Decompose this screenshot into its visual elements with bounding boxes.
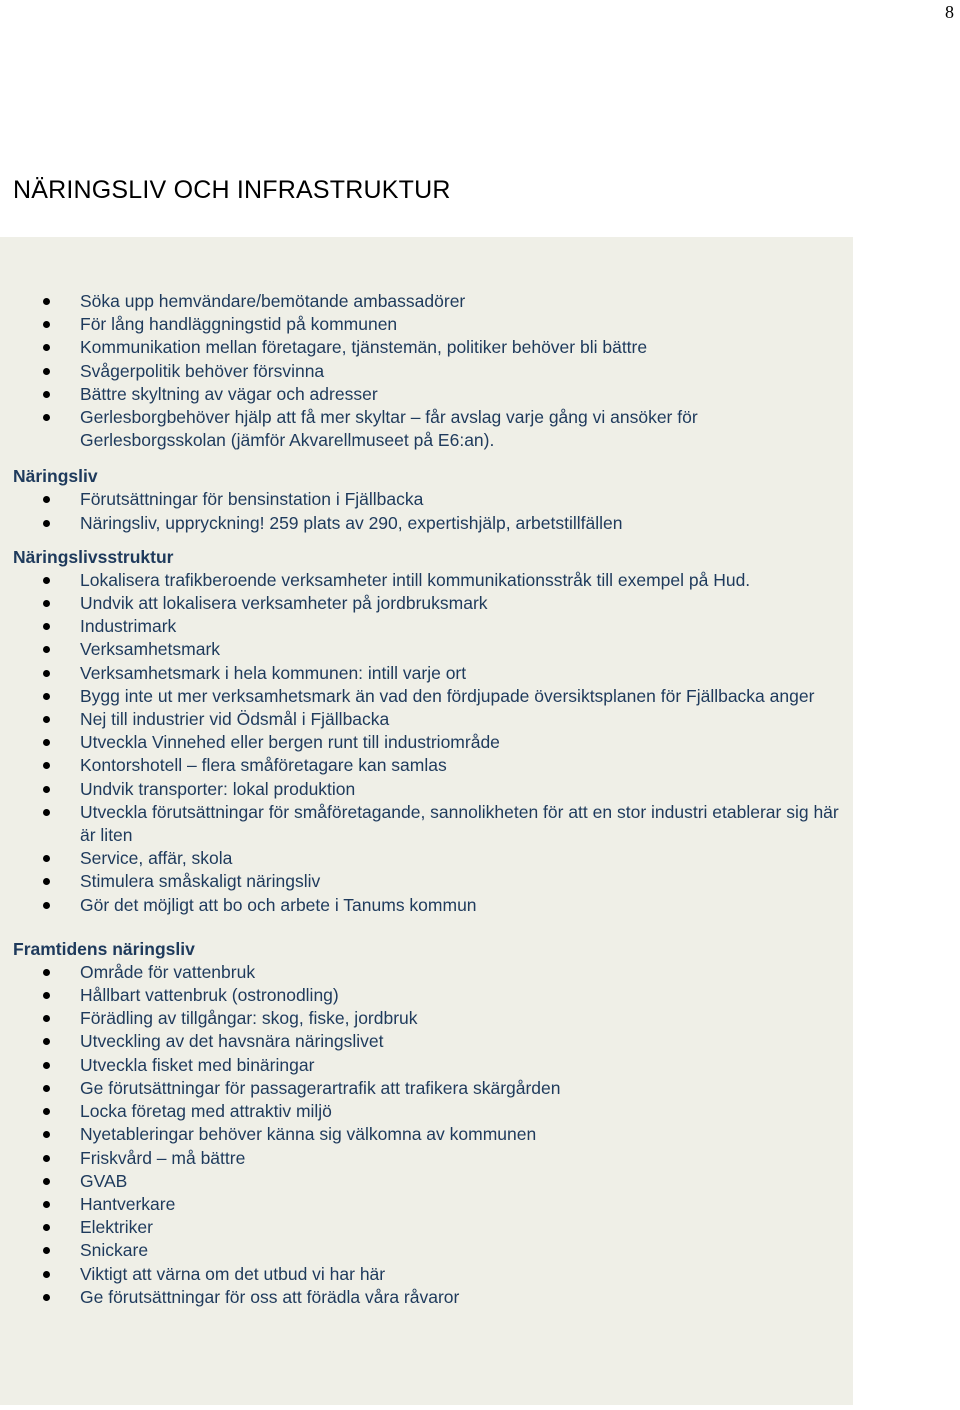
- bullet-icon: [43, 1038, 50, 1045]
- list-item: Bygg inte ut mer verksamhetsmark än vad den fördjupade översiktsplanen för Fjällbacka anger: [13, 685, 848, 708]
- naringsliv-list: [13, 488, 848, 534]
- list-item: Gör det möjligt att bo och arbete i Tanums kommun: [13, 894, 848, 917]
- bullet-icon: [43, 855, 50, 862]
- bullet-icon: [43, 1131, 50, 1138]
- section-title-naringslivsstruktur: Näringslivsstruktur: [13, 546, 174, 567]
- bullet-icon: [43, 1062, 50, 1069]
- bullet-icon: [43, 1155, 50, 1162]
- bullet-icon: [43, 739, 50, 746]
- framtidens-naringsliv-list: [13, 961, 848, 1309]
- naringslivsstruktur-list: [13, 569, 848, 917]
- bullet-icon: [43, 646, 50, 653]
- bullet-icon: [43, 1271, 50, 1278]
- list-item: Hantverkare: [13, 1193, 848, 1216]
- bullet-icon: [43, 321, 50, 328]
- bullet-icon: [43, 1015, 50, 1022]
- list-item: Kommunikation mellan företagare, tjänstemän, politiker behöver bli bättre: [13, 336, 848, 359]
- section-title-framtidens-naringsliv: Framtidens näringsliv: [13, 938, 195, 959]
- bullet-icon: [43, 786, 50, 793]
- bullet-icon: [43, 368, 50, 375]
- bullet-icon: [43, 902, 50, 909]
- bullet-icon: [43, 670, 50, 677]
- list-item: Friskvård – må bättre: [13, 1147, 848, 1170]
- list-item: Hållbart vattenbruk (ostronodling): [13, 984, 848, 1007]
- bullet-icon: [43, 600, 50, 607]
- list-item: Förädling av tillgångar: skog, fiske, jordbruk: [13, 1007, 848, 1030]
- list-item: Nyetableringar behöver känna sig välkomna av kommunen: [13, 1123, 848, 1146]
- list-item: Näringsliv, uppryckning! 259 plats av 290, expertishjälp, arbetstillfällen: [13, 512, 848, 535]
- list-item: Service, affär, skola: [13, 847, 848, 870]
- list-item: Viktigt att värna om det utbud vi har här: [13, 1263, 848, 1286]
- bullet-icon: [43, 623, 50, 630]
- bullet-icon: [43, 344, 50, 351]
- list-item: Bättre skyltning av vägar och adresser: [13, 383, 848, 406]
- list-item: Verksamhetsmark i hela kommunen: intill varje ort: [13, 662, 848, 685]
- bullet-icon: [43, 1224, 50, 1231]
- intro-list: [13, 290, 848, 452]
- bullet-icon: [43, 1294, 50, 1301]
- bullet-icon: [43, 969, 50, 976]
- list-item: Verksamhetsmark: [13, 638, 848, 661]
- list-item: Ge förutsättningar för passagerartrafik att trafikera skärgården: [13, 1077, 848, 1100]
- bullet-icon: [43, 298, 50, 305]
- bullet-icon: [43, 1247, 50, 1254]
- list-item: Utveckla Vinnehed eller bergen runt till industriområde: [13, 731, 848, 754]
- bullet-icon: [43, 992, 50, 999]
- list-item: Lokalisera trafikberoende verksamheter intill kommunikationsstråk till exempel på Hud.: [13, 569, 848, 592]
- list-item: Söka upp hemvändare/bemötande ambassadörer: [13, 290, 848, 313]
- list-item: Stimulera småskaligt näringsliv: [13, 870, 848, 893]
- list-item: Elektriker: [13, 1216, 848, 1239]
- list-item: Kontorshotell – flera småföretagare kan samlas: [13, 754, 848, 777]
- section-title-naringsliv: Näringsliv: [13, 466, 98, 487]
- bullet-icon: [43, 878, 50, 885]
- bullet-icon: [43, 1108, 50, 1115]
- bullet-icon: [43, 520, 50, 527]
- list-item: Nej till industrier vid Ödsmål i Fjällbacka: [13, 708, 848, 731]
- bullet-icon: [43, 414, 50, 421]
- list-item: Ge förutsättningar för oss att förädla våra råvaror: [13, 1286, 848, 1309]
- bullet-icon: [43, 496, 50, 503]
- list-item: Gerlesborgbehöver hjälp att få mer skyltar – får avslag varje gång vi ansöker för Gerlesborgsskolan (jämför Akvarellmuseet på E6:an).: [13, 406, 848, 452]
- list-item: Utveckla förutsättningar för småföretagande, sannolikheten för att en stor industri etablerar sig här är liten: [13, 801, 848, 847]
- bullet-icon: [43, 1201, 50, 1208]
- bullet-icon: [43, 1178, 50, 1185]
- bullet-icon: [43, 762, 50, 769]
- bullet-icon: [43, 693, 50, 700]
- list-item: För lång handläggningstid på kommunen: [13, 313, 848, 336]
- content: [13, 290, 848, 1309]
- bullet-icon: [43, 809, 50, 816]
- list-item: Locka företag med attraktiv miljö: [13, 1100, 848, 1123]
- list-item: Utveckla fisket med binäringar: [13, 1054, 848, 1077]
- bullet-icon: [43, 1085, 50, 1092]
- list-item: Utveckling av det havsnära näringslivet: [13, 1030, 848, 1053]
- bullet-icon: [43, 577, 50, 584]
- list-item: Undvik transporter: lokal produktion: [13, 778, 848, 801]
- list-item: Undvik att lokalisera verksamheter på jordbruksmark: [13, 592, 848, 615]
- list-item: Område för vattenbruk: [13, 961, 848, 984]
- list-item: Snickare: [13, 1239, 848, 1262]
- list-item: GVAB: [13, 1170, 848, 1193]
- list-item: Industrimark: [13, 615, 848, 638]
- page-number: 8: [945, 2, 954, 22]
- bullet-icon: [43, 716, 50, 723]
- bullet-icon: [43, 391, 50, 398]
- page-heading: NÄRINGSLIV OCH INFRASTRUKTUR: [13, 176, 451, 204]
- list-item: Förutsättningar för bensinstation i Fjällbacka: [13, 488, 848, 511]
- list-item: Svågerpolitik behöver försvinna: [13, 360, 848, 383]
